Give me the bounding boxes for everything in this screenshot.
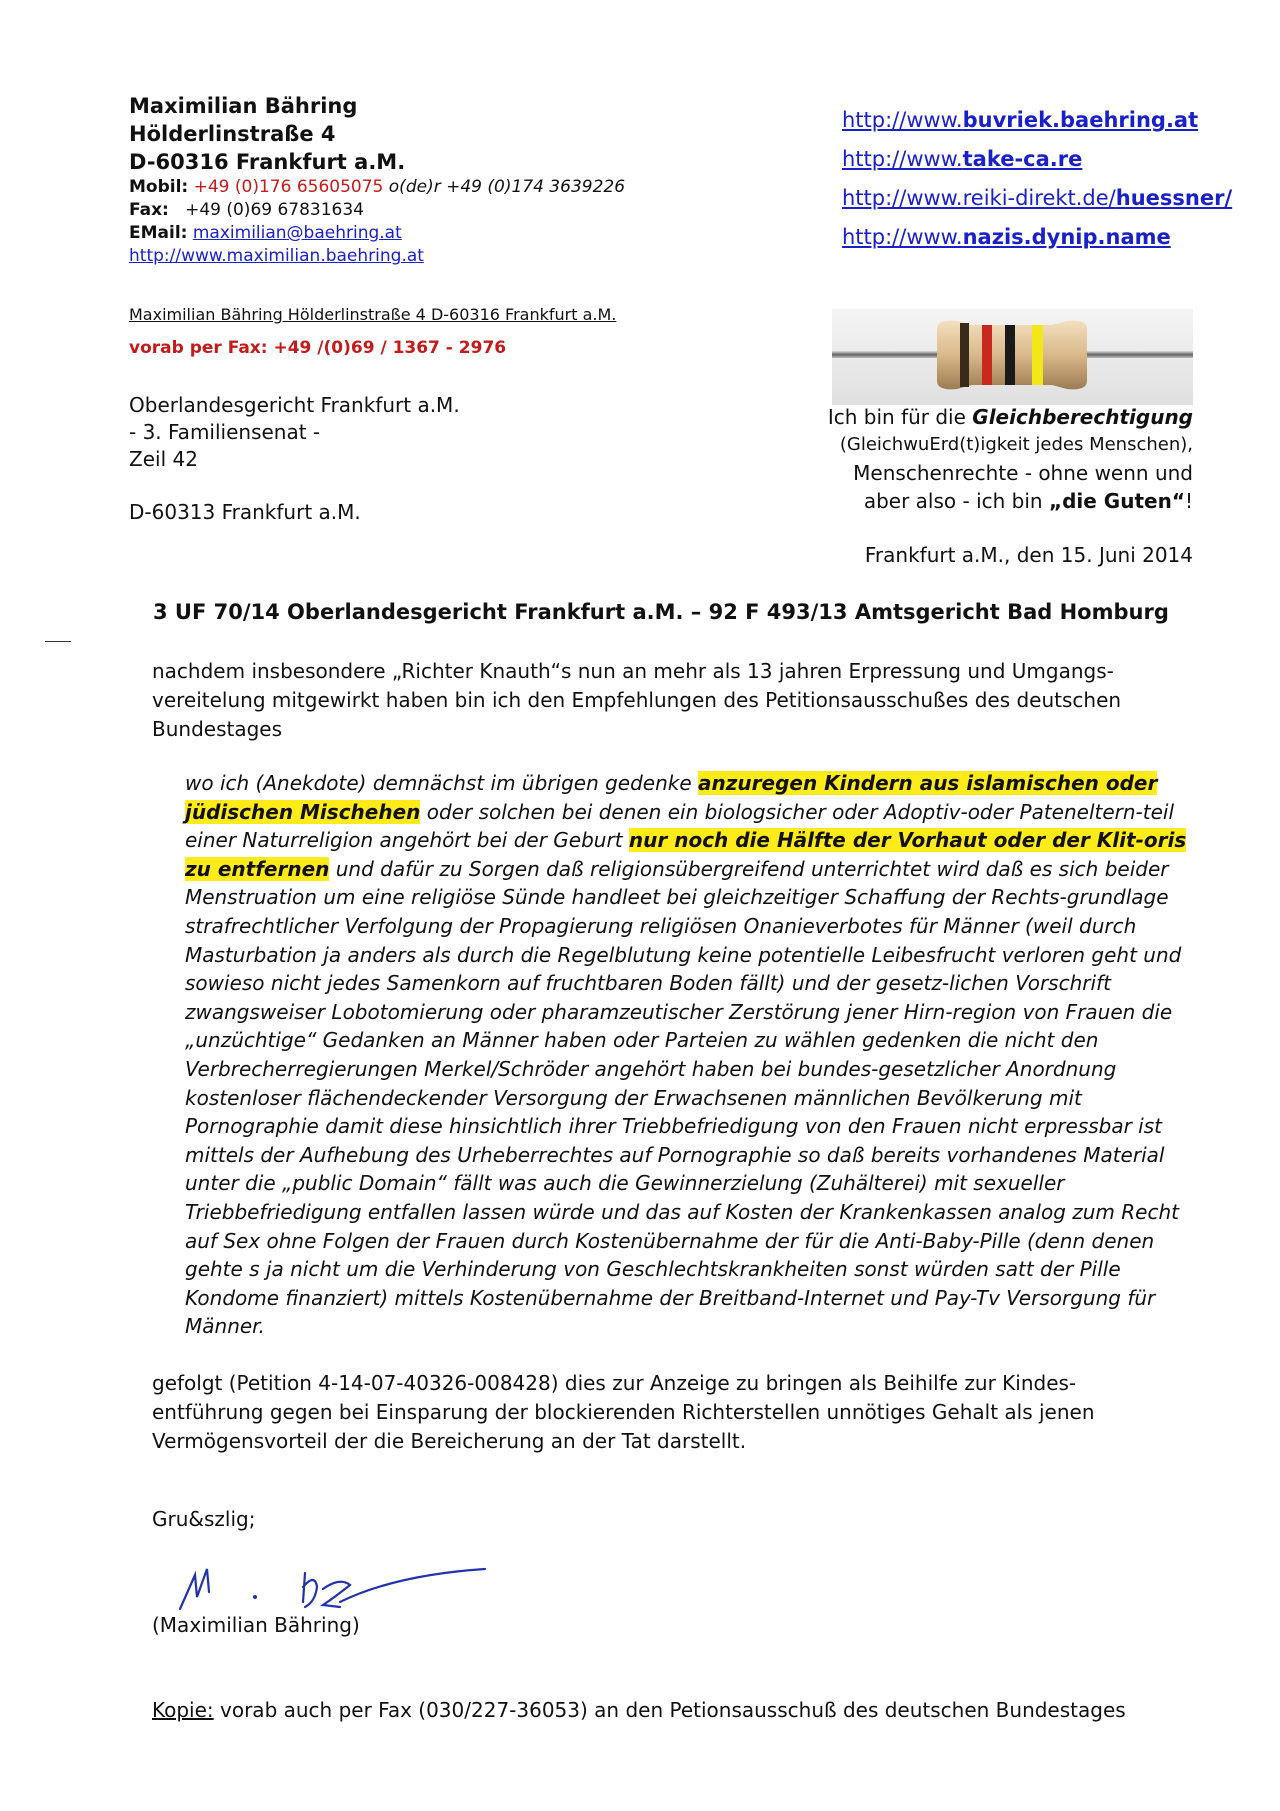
quoted-block: wo ich (Anekdote) demnächst im übrigen gedenke anzuregen Kindern aus islamischen oder jüdischen Mischehen oder solchen bei denen ein biologsicher oder Adoptiv-oder Pateneltern-teil einer Naturreligion angehört bei der Geburt nur noch die Hälfte der Vorhaut oder der Klit-oris zu entfernen und dafür zu Sorgen daß religionsübergreifend unterrichtet wird daß es sich beider Menstruation um eine religiöse Sünde handleet bei gleichzeitiger Schaffung der Rechts-grundlage strafrechtlicher Verfolgung der Propagierung religiösen Onanieverbotes für Männer (weil durch Masturbation ja anders als durch die Regelblutung keine potentielle Leibesfrucht verloren geht und sowieso nicht jedes Samenkorn auf fruchtbaren Boden fällt) und der gesetz-lichen Vorschrift zwangsweiser Lobotomierung oder pharamzeutischer Zerstörung jener Hirn-region von Frauen die „unzüchtige“ Gedanken an Männer haben oder Parteien zu wählen gedenken die nicht den Verbrecherregierungen Merkel/Schröder angehört haben bei bundes-gesetzlicher Anordnung kostenloser flächendeckender Versorgung der Erwachsenen männlichen Bevölkerung mit Pornographie damit diese hinsichtlich ihrer Triebbefriedigung von den Frauen nicht erpressbar ist mittels der Aufhebung des Urheberrechtes auf Pornographie so daß bereits vorhandenes Material unter die „public Domain“ fällt was auch die Gewinnerzielung (Zuhälterei) mit sexueller Triebbefriedigung entfallen lassen würde und das auf Kosten der Krankenkassen analog zum Recht auf Sex ohne Folgen der Frauen durch Kostenübernahme der für die Anti-Baby-Pille (denn denen gehte s ja nicht um die Verhinderung von Geschlechtskrankheiten sonst würden satt der Pille Kondome finanziert) mittels Kostenübernahme der Breitband-Internet und Pay-Tv Versorgung für Männer. xyxy=(185,771,1187,1339)
sender-street: Hölderlinstraße 4 xyxy=(129,122,336,146)
sender-fax: Fax: +49 (0)69 67831634 xyxy=(129,200,365,220)
fold-mark xyxy=(45,641,71,642)
greeting: Gru&szlig; xyxy=(152,1507,256,1531)
link-take-care[interactable]: http://www.take-ca.re xyxy=(842,147,1083,171)
fax-line: vorab per Fax: +49 /(0)69 / 1367 - 2976 xyxy=(129,338,507,358)
resistor-image xyxy=(832,309,1193,405)
sender-name: Maximilian Bähring xyxy=(129,94,358,118)
motto-block: Ich bin für die Gleichberechtigung (GleichwuErd(t)igkeit jedes Menschen), Menschenrechte - ohne wenn und aber also - ich bin „die Guten“! xyxy=(827,405,1193,513)
link-buvriek[interactable]: http://www.buvriek.baehring.at xyxy=(842,108,1199,132)
highlight-1: anzuregen Kindern aus islamischen oder jüdischen Mischehen xyxy=(185,771,1158,824)
return-address: Maximilian Bähring Hölderlinstraße 4 D-60316 Frankfurt a.M. xyxy=(129,305,617,324)
mobile-number-1: +49 (0)176 65605075 xyxy=(193,177,384,197)
copy-note: Kopie: vorab auch per Fax (030/227-36053) an den Petionsausschuß des deutschen Bundestages xyxy=(152,1698,1126,1722)
link-list xyxy=(842,101,1232,257)
link-nazis[interactable]: http://www.nazis.dynip.name xyxy=(842,225,1171,249)
sender-mobile: Mobil: +49 (0)176 65605075 o(de)r +49 (0)174 3639226 xyxy=(129,177,626,197)
subject-line: 3 UF 70/14 Oberlandesgericht Frankfurt a.M. – 92 F 493/13 Amtsgericht Bad Homburg xyxy=(153,600,1169,624)
highlight-2: nur noch die Hälfte der Vorhaut oder der Klit-oris zu entfernen xyxy=(185,828,1187,881)
signature-name: (Maximilian Bähring) xyxy=(152,1613,360,1637)
mobile-number-2: +49 (0)174 3639226 xyxy=(446,177,626,197)
recipient-address: Oberlandesgericht Frankfurt a.M. - 3. Familiensenat - Zeil 42 xyxy=(129,393,460,471)
website-link[interactable]: http://www.maximilian.baehring.at xyxy=(129,246,424,266)
body-paragraph-1: nachdem insbesondere „Richter Knauth“s nun an mehr als 13 jahren Erpressung und Umgangs-vereitelung mitgewirkt haben bin ich den Empfehlungen des Petitionsausschußes des deutschen Bundestages xyxy=(152,659,1122,741)
sender-block xyxy=(129,92,625,268)
link-reiki[interactable]: http://www.reiki-direkt.de/huessner/ xyxy=(842,186,1233,210)
sender-city: D-60316 Frankfurt a.M. xyxy=(129,150,406,174)
email-link[interactable]: maximilian@baehring.at xyxy=(192,223,402,243)
letter-date: Frankfurt a.M., den 15. Juni 2014 xyxy=(864,543,1193,567)
sender-email: EMail: maximilian@baehring.at xyxy=(129,223,402,243)
recipient-city: D-60313 Frankfurt a.M. xyxy=(129,500,361,524)
body-paragraph-2: gefolgt (Petition 4-14-07-40326-008428) dies zur Anzeige zu bringen als Beihilfe zur Kindes-entführung gegen bei Einsparung der blockierenden Richterstellen unnötiges Gehalt als jenen Vermögensvorteil der die Bereicherung an der Tat darstellt. xyxy=(152,1371,1095,1453)
